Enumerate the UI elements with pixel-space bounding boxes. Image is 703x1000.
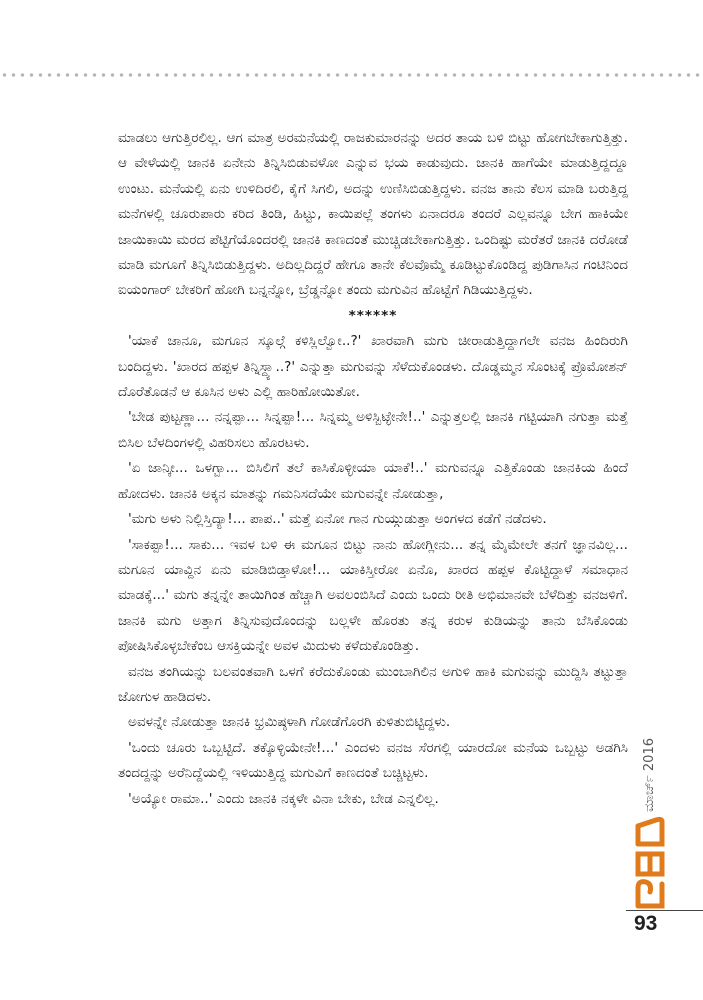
paragraph: 'ಅಯ್ಯೋ ರಾಮಾ..' ಎಂದು ಜಾನಕಿ ನಕ್ಕಳೇ ವಿನಾ ಬೇಕು, ಬೇಡ ಎನ್ನಲಿಲ್ಲ. (128, 790, 439, 807)
paragraph: ವನಜ ತಂಗಿಯನ್ನು ಬಲವಂತವಾಗಿ ಒಳಗೆ ಕರೆದುಕೊಂಡು ಮುಂಬಾಗಿಲಿನ ಅಗುಳಿ ಹಾಕಿ ಮಗುವನ್ನು ಮುದ್ದಿಸಿ ತಟ್ಟುತ್ತಾ ಜೋಗುಳ ಹಾಡಿದಳು. (118, 663, 628, 705)
section-separator: ****** (348, 307, 398, 324)
paragraph: ಅವಳನ್ನೇ ನೋಡುತ್ತಾ ಜಾನಕಿ ಭ್ರಮಿಷ್ಠಳಾಗಿ ಗೋಡೆಗೊರಗಿ ಕುಳಿತುಬಿಟ್ಟಿದ್ದಳು. (128, 714, 451, 731)
page-number: 93 (634, 912, 658, 935)
paragraph: 'ಯಾಕೆ ಜಾನೂ, ಮಗೂನ ಸ್ಕೂಲ್ಗೆ ಕಳಿಸ್ಲಿಲ್ವೋ..?' ಖಾರವಾಗಿ ಮಗು ಚೀರಾಡುತ್ತಿದ್ದಾಗಲೇ ವನಜ ಹಿಂದಿರುಗಿ ಬಂದಿದ್ದಳು. 'ಖಾರದ ಹಪ್ಪಳ ತಿನ್ನಿಸ್ದ್ಯಾ..?' ಎನ್ನುತ್ತಾ ಮಗುವನ್ನು ಸೆಳೆದುಕೊಂಡಳು. ದೊಡ್ಡಮ್ಮನ ಸೊಂಟಕ್ಕೆ ಪ್ರೊಮೋಶನ್ ದೊರೆತೊಡನೆ ಆ ಕೂಸಿನ ಅಳು ಎಲ್ಲಿ ಹಾರಿಹೋಯಿತೋ. (118, 333, 628, 401)
dotted-divider (0, 72, 703, 78)
paragraph: 'ಒಂದು ಚೂರು ಒಬ್ಬಟ್ಟಿದೆ. ತಕ್ಕೊಳ್ಳಿಯೇನೇ!...' ಎಂದಳು ವನಜ ಸೆರಗಲ್ಲಿ ಯಾರದೋ ಮನೆಯ ಒಬ್ಬಟ್ಟು ಅಡಗಿಸಿ ತಂದದ್ದನ್ನು ಅರೆನಿದ್ದೆಯಲ್ಲಿ ಇಳಿಯುತ್ತಿದ್ದ ಮಗುವಿಗೆ ಕಾಣದಂತೆ ಬಚ್ಚಿಟ್ಟಳು. (118, 739, 628, 782)
magazine-logo (630, 814, 670, 912)
paragraph: 'ಬೇಡ ಪುಟ್ಟಣ್ಣಾ... ನನ್ನಪ್ಪಾ... ಸಿನ್ನಪ್ಪಾ!... ಸಿನ್ನಮ್ಮ ಅಳಿಸ್ಬಿಟ್ಳೇನೇ!..' ಎನ್ನುತ್ತಲಲ್ಲಿ ಜಾನಕಿ ಗಟ್ಟಿಯಾಗಿ ನಗುತ್ತಾ ಮತ್ತೆ ಬಿಸಿಲ ಬೆಳದಿಂಗಳಲ್ಲಿ ವಿಹರಿಸಲು ಹೊರಟಳು. (118, 409, 628, 451)
paragraph: 'ಸಾಕಪ್ಪಾ!... ಸಾಕು... ಇವಳ ಬಳಿ ಈ ಮಗೂನ ಬಿಟ್ಟು ನಾನು ಹೋಗ್ಲೀನು... ತನ್ನ ಮೈಮೇಲೇ ತನಗೆ ಜ್ಞಾನವಿಲ್ಲ... ಮಗೂನ ಯಾವ್ದಿನ ಏನು ಮಾಡಿಬಿಡ್ತಾಳೋ!... ಯಾಕಿಸ್ತೀರೋ ಏನೊ, ಖಾರದ ಹಪ್ಪಳ ಕೊಟ್ಟಿದ್ದಾಳೆ ಸಮಾಧಾನ ಮಾಡಕ್ಕೆ...' ಮಗು ತನ್ನನ್ನೇ ತಾಯಿಗಿಂತ ಹೆಚ್ಚಾಗಿ ಅವಲಂಬಿಸಿದೆ ಎಂದು ಒಂದು ರೀತಿ ಅಭಿಮಾನವೇ ಬೆಳೆದಿತ್ತು ವನಜಳಿಗೆ. ಜಾನಕಿ ಮಗು ಅತ್ತಾಗ ತಿನ್ನಿಸುವುದೊಂದನ್ನು ಬಲ್ಲಳೇ ಹೊರತು ತನ್ನ ಕರುಳ ಕುಡಿಯನ್ನು ತಾನು ಬೆಸಿಕೊಂಡು ಪೋಷಿಸಿಕೊಳ್ಳಬೇಕೆಂಬ ಆಸಕ್ತಿಯನ್ನೇ ಅವಳ ಮಿದುಳು ಕಳೆದುಕೊಂಡಿತ್ತು. (118, 536, 628, 655)
paragraph: 'ಮಗು ಅಳು ನಿಲ್ಲಿಸ್ತಿದ್ಯಾ!... ಪಾಪ..' ಮತ್ತೆ ಏನೋ ಗಾನ ಗುಯ್ಗುಡುತ್ತಾ ಅಂಗಳದ ಕಡೆಗೆ ನಡೆದಳು. (128, 511, 547, 528)
paragraph: ಮಾಡಲು ಆಗುತ್ತಿರಲಿಲ್ಲ. ಆಗ ಮಾತ್ರ ಅರಮನೆಯಲ್ಲಿ ರಾಜಕುಮಾರನನ್ನು ಅದರ ತಾಯ ಬಳಿ ಬಿಟ್ಟು ಹೋಗಬೇಕಾಗುತ್ತಿತ್ತು. ಆ ವೇಳೆಯಲ್ಲಿ ಜಾನಕಿ ಏನೇನು ತಿನ್ನಿಸಿಬಿಡುವಳೋ ಎನ್ನುವ ಭಯ ಕಾಡುವುದು. ಜಾನಕಿ ಹಾಗೆಯೇ ಮಾಡುತ್ತಿದ್ದದ್ದೂ ಉಂಟು. ಮನೆಯಲ್ಲಿ ಏನು ಉಳಿದಿರಲಿ, ಕೈಗೆ ಸಿಗಲಿ, ಅದನ್ನು ಉಣಿಸಿಬಿಡುತ್ತಿದ್ದಳು. ವನಜ ತಾನು ಕೆಲಸ ಮಾಡಿ ಬರುತ್ತಿದ್ದ ಮನೆಗಳಲ್ಲಿ ಚೂರುಪಾರು ಕರಿದ ತಿಂಡಿ, ಹಿಟ್ಟು, ಕಾಯಿಪಲ್ಲೆ ತಂಗಳು ಏನಾದರೂ ತಂದರೆ ಎಲ್ಲವನ್ನೂ ಬೇಗ ಹಾಕಿಯೇ ಜಾಯಿಕಾಯಿ ಮರದ ಪೆಟ್ಟಿಗೆಯೊಂದರಲ್ಲಿ ಜಾನಕಿ ಕಾಣದಂತೆ ಮುಚ್ಚಿಡಬೇಕಾಗುತ್ತಿತ್ತು. ಒಂದಿಷ್ಟು ಮರೆತರೆ ಜಾನಕಿ ದರೋಡೆ ಮಾಡಿ ಮಗೂಗೆ ತಿನ್ನಿಸಿಬಿಡುತ್ತಿದ್ದಳು. ಅದಿಲ್ಲದಿದ್ದರೆ ಹೇಗೂ ತಾನೇ ಕೆಲವೊಮ್ಮೆ ಕೂಡಿಟ್ಟುಕೊಂಡಿದ್ದ ಪುಡಿಗಾಸಿನ ಗಂಟಿನಿಂದ ಐಯಂಗಾರ್ ಬೇಕರಿಗೆ ಹೋಗಿ ಬನ್ನನ್ನೋ, ಬ್ರೆಡ್ಡನ್ನೋ ತಂದು ಮಗುವಿನ ಹೊಟ್ಟೆಗೆ ಗಿಡಿಯುತ್ತಿದ್ದಳು. (118, 130, 629, 299)
issue-date: ಮಾರ್ಚ್ 2016 (642, 738, 657, 812)
magazine-sidebar (630, 722, 670, 922)
paragraph: 'ಏ ಜಾನ್ಕೀ... ಒಳಗ್ಬಾ... ಬಿಸಿಲಿಗೆ ತಲೆ ಕಾಸಿಕೊಳ್ಳೀಯಾ ಯಾಕೆ!..' ಮಗುವನ್ನೂ ಎತ್ತಿಕೊಂಡು ಜಾನಕಿಯ ಹಿಂದೆ ಹೋದಳು. ಜಾನಕಿ ಅಕ್ಕನ ಮಾತನ್ನು ಗಮನಿಸದೆಯೇ ಮಗುವನ್ನೇ ನೋಡುತ್ತಾ, (118, 460, 628, 502)
article-body (118, 126, 628, 812)
page-number-rule (626, 910, 703, 911)
